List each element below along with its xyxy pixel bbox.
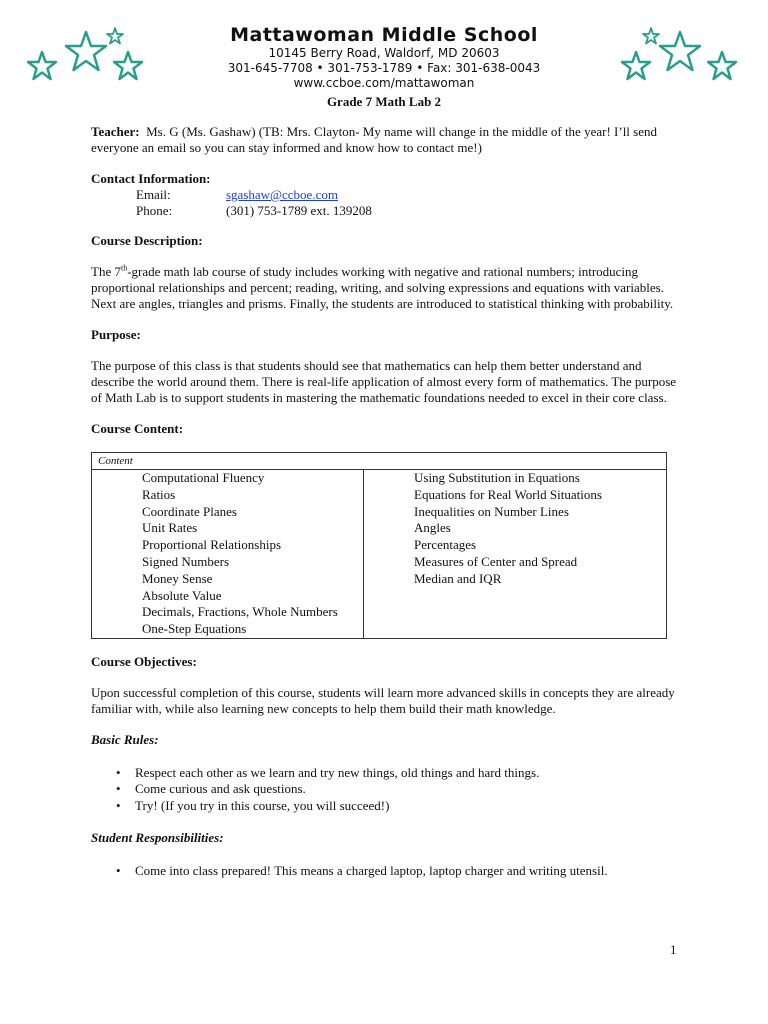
list-item: • Respect each other as we learn and try new things, old things and hard things. [116,765,681,782]
star-icon [660,32,700,70]
teacher-text: Ms. G (Ms. Gashaw) (TB: Mrs. Clayton- My name will change in the middle of the year! I’ll send everyone an email so you can stay informed and know how to contact me!) [91,124,657,155]
letterhead [150,24,618,91]
content-item: Median and IQR [414,570,502,586]
star-icon [708,52,736,79]
responsibilities-heading: Student Responsibilities: [91,830,224,846]
stars-decoration-left [20,24,150,88]
content-item: Unit Rates [142,520,198,536]
rules-list [91,765,681,815]
email-link[interactable]: sgashaw@ccboe.com [226,187,338,202]
content-item: Coordinate Planes [142,503,237,519]
content-item: Percentages [414,537,477,553]
content-item: Measures of Center and Spread [414,553,578,569]
star-icon [622,52,650,79]
star-icon [66,32,106,70]
page-number: 1 [670,942,677,957]
document-body [91,124,681,880]
content-item: Equations for Real World Situations [414,486,602,502]
content-column-right [364,470,667,639]
content-item: Computational Fluency [142,470,265,485]
school-address: 10145 Berry Road, Waldorf, MD 20603 [268,46,500,60]
content-item: Proportional Relationships [142,537,282,553]
content-item: Decimals, Fractions, Whole Numbers [142,604,338,620]
description-text [91,264,681,312]
teacher-label: Teacher: [91,124,140,139]
email-label: Email: [136,187,171,202]
star-icon [643,28,659,44]
content-item: Money Sense [142,570,213,586]
star-icon [114,52,142,79]
content-heading: Course Content: [91,421,184,436]
rules-heading: Basic Rules: [91,731,159,747]
star-icon [107,28,123,44]
purpose-heading: Purpose: [91,327,141,342]
description-sup: th [120,263,128,273]
list-item: • Come into class prepared! This means a charged laptop, laptop charger and writing utensil. [116,863,681,880]
star-icon [28,52,56,79]
content-item: One-Step Equations [142,621,247,637]
school-website: www.ccboe.com/mattawoman [293,76,475,90]
phone-row [91,203,681,219]
objectives-text: Upon successful completion of this course, students will learn more advanced skills in concepts they are already familiar with, while also learning new concepts to help them build their math knowledge. [91,684,675,716]
content-item: Angles [414,520,451,536]
content-table-header: Content [92,453,667,470]
content-item: Inequalities on Number Lines [414,503,569,519]
description-pre: The 7 [91,264,121,279]
school-phones: 301-645-7708 • 301-753-1789 • Fax: 301-638-0043 [227,61,541,75]
stars-decoration-right [614,24,744,88]
teacher-paragraph [91,124,681,156]
responsibilities-list [91,863,681,880]
school-name: Mattawoman Middle School [230,24,538,46]
description-heading: Course Description: [91,233,203,248]
objectives-heading: Course Objectives: [91,653,197,669]
email-row [91,187,681,203]
content-item: Absolute Value [142,587,222,603]
phone-value: (301) 753-1789 ext. 139208 [226,203,372,218]
phone-label: Phone: [136,203,173,218]
content-item: Signed Numbers [142,553,230,569]
purpose-text: The purpose of this class is that students should see that mathematics can help them better understand and describe the world around them. There is real-life application of almost every form of mathematics. The purpose of Math Lab is to support students in mastering the mathematic foundations needed to excel in their core class. [91,358,677,405]
content-item: Ratios [142,486,176,502]
content-table [91,452,667,639]
content-item: Using Substitution in Equations [414,470,580,485]
list-item: • Try! (If you try in this course, you will succeed!) [116,798,681,815]
contact-heading: Contact Information: [91,171,211,186]
description-body: -grade math lab course of study includes working with negative and rational numbers; introducing proportional relationships and percent; reading, writing, and solving expressions and equations with variables. Next are angles, triangles and prisms. Finally, the students are introduced to statistical thinking with probability. [91,264,674,311]
content-column-left [92,470,364,639]
list-item: • Come curious and ask questions. [116,781,681,798]
document-title: Grade 7 Math Lab 2 [326,94,442,109]
